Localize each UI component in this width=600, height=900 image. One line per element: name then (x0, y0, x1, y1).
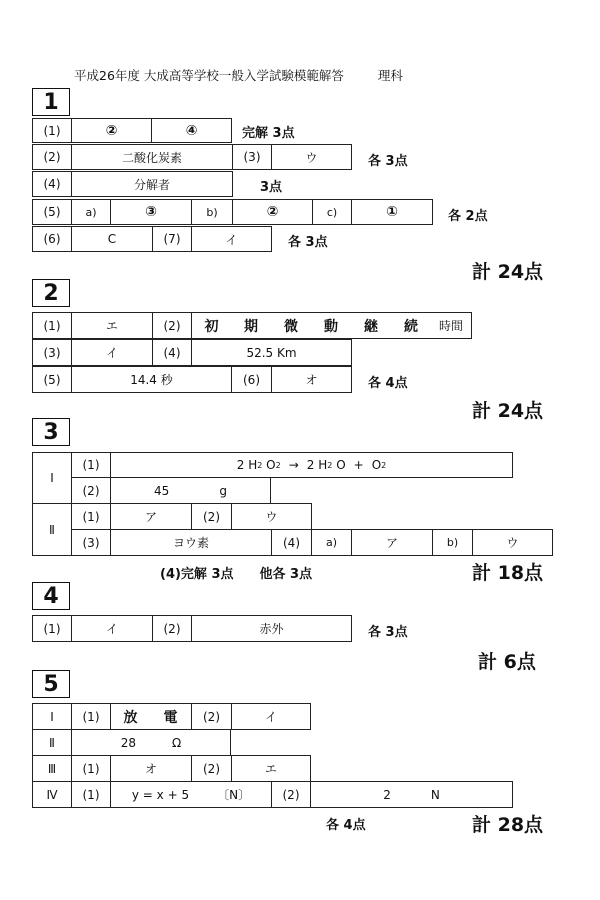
q4-1-label: (1) (32, 615, 72, 642)
eq-o-2: O (336, 458, 346, 472)
q5-2-answer (71, 729, 231, 756)
q4-score: 各 3点 (368, 625, 408, 640)
q5-2-unit: Ω (172, 735, 182, 750)
q3-score: (4)完解 3点 他各 3点 (160, 567, 313, 582)
q1-7-answer: イ (191, 226, 272, 252)
q5-group-3: Ⅲ (32, 755, 72, 782)
q1-2-score: 各 3点 (368, 154, 408, 169)
q1-1-score: 完解 3点 (242, 126, 295, 141)
question-5-number: 5 (32, 670, 70, 698)
eq-coef-2: 2 (306, 458, 315, 472)
q1-5-c-answer: ① (351, 199, 433, 225)
q1-3-label: (3) (232, 144, 272, 170)
q1-1-label: (1) (32, 118, 72, 143)
q3-2-1-label: (1) (71, 503, 111, 530)
q5-4-2-unit: N (430, 787, 440, 802)
q3-2-3-answer: ヨウ素 (110, 529, 272, 556)
q5-group-1: Ⅰ (32, 703, 72, 730)
q2-score: 各 4点 (368, 376, 408, 391)
q1-2-label: (2) (32, 144, 72, 170)
q2-4-label: (4) (152, 339, 192, 366)
q2-2-char-5: 継 (351, 312, 392, 339)
q1-5-a-answer: ③ (110, 199, 192, 225)
q3-1-2-label: (2) (71, 477, 111, 504)
q1-1-answer-b: ④ (151, 118, 232, 143)
page-title (74, 66, 403, 84)
q4-1-answer: イ (71, 615, 153, 642)
exam-title: 平成26年度 大成高等学校一般入学試験模範解答 (74, 68, 344, 83)
q2-6-label: (6) (231, 366, 272, 393)
q2-4-answer: 52.5 Km (191, 339, 352, 366)
q5-2-value: 28 (120, 735, 137, 750)
q5-3-2-label: (2) (191, 755, 232, 782)
q1-5-score: 各 2点 (448, 209, 488, 224)
eq-sub-3: 2 (327, 460, 333, 470)
q5-4-2-label: (2) (271, 781, 311, 808)
q1-4-label: (4) (32, 171, 72, 197)
q2-2-char-3: 微 (271, 312, 312, 339)
q5-4-1-unit: 〔N〕 (217, 788, 251, 802)
eq-arrow: → (288, 458, 299, 472)
q4-2-answer: 赤外 (191, 615, 352, 642)
q5-4-1-label: (1) (71, 781, 111, 808)
q3-1-1-label: (1) (71, 452, 111, 478)
question-4-number: 4 (32, 582, 70, 610)
q3-2-4-b-label: b) (432, 529, 473, 556)
q3-1-2-value: 45 (154, 483, 170, 498)
q3-2-4-a-answer: ア (351, 529, 433, 556)
q2-2-char-4: 動 (311, 312, 352, 339)
q4-total: 計 6点 (478, 651, 536, 673)
q3-2-2-answer: ウ (231, 503, 312, 530)
q2-5-answer: 14.4 秒 (71, 366, 232, 393)
q3-2-4-a-label: a) (311, 529, 352, 556)
q5-total: 計 28点 (472, 814, 544, 836)
q5-4-2-answer (310, 781, 513, 808)
q2-1-label: (1) (32, 312, 72, 339)
q2-1-answer: エ (71, 312, 153, 339)
q5-3-1-answer: オ (110, 755, 192, 782)
q2-2-char-2: 期 (231, 312, 272, 339)
q1-5-c-label: c) (312, 199, 352, 225)
q5-4-1-answer (110, 781, 272, 808)
q3-1-1-equation (110, 452, 513, 478)
q1-1-answer-a: ② (71, 118, 152, 143)
q3-group-1: Ⅰ (32, 452, 72, 504)
q3-2-4-label: (4) (271, 529, 312, 556)
q1-5-b-label: b) (191, 199, 233, 225)
q1-5-label: (5) (32, 199, 72, 225)
eq-sub-1: 2 (257, 460, 263, 470)
q2-2-char-7: 時間 (431, 312, 472, 339)
q5-1-1-char-1: 放 (110, 703, 151, 730)
q3-2-3-label: (3) (71, 529, 111, 556)
q5-4-2-value: 2 (383, 787, 391, 802)
q1-6-label: (6) (32, 226, 72, 252)
q1-2-answer: 二酸化炭素 (71, 144, 233, 170)
q1-7-label: (7) (152, 226, 192, 252)
q1-4-score: 3点 (260, 180, 283, 195)
q3-1-2-answer (110, 477, 271, 504)
eq-plus: + (353, 458, 364, 472)
q2-2-char-6: 続 (391, 312, 432, 339)
q5-1-1-label: (1) (71, 703, 111, 730)
eq-o-1: O (266, 458, 276, 472)
q1-6-score: 各 3点 (288, 235, 328, 250)
q5-1-1-char-2: 電 (150, 703, 192, 730)
subject-label: 理科 (377, 68, 403, 83)
q2-total: 計 24点 (472, 400, 544, 422)
q2-2-label: (2) (152, 312, 192, 339)
q3-1-2-unit: g (219, 483, 227, 498)
eq-o-3: O (371, 458, 382, 472)
eq-h-1: H (248, 458, 258, 472)
q3-group-2: Ⅱ (32, 503, 72, 556)
q4-2-label: (2) (152, 615, 192, 642)
q5-group-2: Ⅱ (32, 729, 72, 756)
question-2-number: 2 (32, 279, 70, 307)
eq-sub-2: 2 (275, 460, 281, 470)
q2-3-label: (3) (32, 339, 72, 366)
q2-3-answer: イ (71, 339, 153, 366)
q5-score: 各 4点 (326, 818, 366, 833)
question-3-number: 3 (32, 418, 70, 446)
q3-2-1-answer: ア (110, 503, 192, 530)
q5-group-4: Ⅳ (32, 781, 72, 808)
q1-5-a-label: a) (71, 199, 111, 225)
q1-5-b-answer: ② (232, 199, 313, 225)
q5-1-2-answer: イ (231, 703, 311, 730)
q1-total: 計 24点 (472, 261, 544, 283)
eq-coef-1: 2 (236, 458, 245, 472)
q5-3-1-label: (1) (71, 755, 111, 782)
q1-6-answer: C (71, 226, 153, 252)
q5-1-2-label: (2) (191, 703, 232, 730)
q1-3-answer: ウ (271, 144, 352, 170)
question-1-number: 1 (32, 88, 70, 116)
q2-6-answer: オ (271, 366, 352, 393)
q2-2-char-1: 初 (191, 312, 232, 339)
q3-total: 計 18点 (472, 562, 544, 584)
q3-2-2-label: (2) (191, 503, 232, 530)
q5-3-2-answer: エ (231, 755, 311, 782)
q2-5-label: (5) (32, 366, 72, 393)
q5-4-1-formula: y = x + 5 (131, 787, 190, 802)
eq-sub-4: 2 (381, 460, 387, 470)
q3-2-4-b-answer: ウ (472, 529, 553, 556)
eq-h-2: H (318, 458, 328, 472)
q1-4-answer: 分解者 (71, 171, 233, 197)
